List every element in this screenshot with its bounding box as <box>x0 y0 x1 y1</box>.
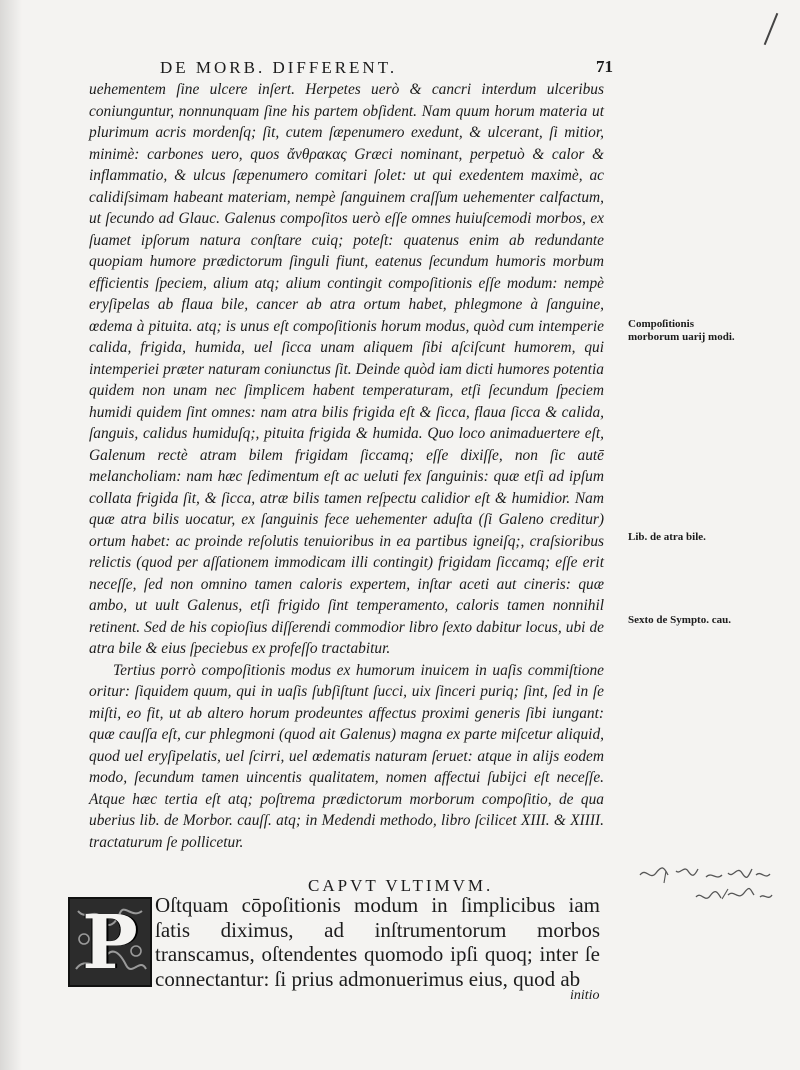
chapter-opening-text: Oſtquam cōpoſitionis modum in ſimplicibus iam ſatis diximus, ad inſtrumentorum morbos transcamus, oſtendentes quomodo ipſi quoq; inter ſe connectantur: ſi prius admonuerimus eius, quod ab <box>155 893 600 991</box>
catchword: initio <box>570 988 600 1003</box>
margin-note: Compoſitionis morborum uarij modi. <box>628 318 735 343</box>
handwritten-annotation <box>636 853 791 913</box>
page-number: 71 <box>596 57 613 76</box>
paragraph: Tertius porrò compoſitionis modus ex humorum inuicem in uaſis commiſtione oritur: ſiquidem quum, qui in uaſis ſubſiſtunt ſucci, uix ſinceri puriq; ſint, ſed in ſe miſti, eo fit, ut ab altero horum prodeuntes affectus proximi generis ſibi iungant: quæ cauſſa eſt, cur phlegmoni (quod ait Galenus) magna ex parte miſcetur aliquid, quod uel eryſipelatis, uel ſcirri, uel œdematis naturam ſeruet: atque in alijs eodem modo, ſecundum tamen uincentis qualitatem, nomen affectui ſubijci eſt neceſſe. Atque hæc tertia eſt atq; poſtrema prædictorum morborum compoſitio, de qua uberius lib. de Morbor. cauſſ. atq; in Medendi methodo, libro ſcilicet XIII. & XIIII. tractaturum ſe pollicetur. <box>89 661 604 851</box>
decorated-initial <box>68 897 152 987</box>
running-title: DE MORB. DIFFERENT. <box>160 58 398 77</box>
margin-note: Sexto de Sympto. cau. <box>628 614 731 626</box>
main-text-block <box>89 79 604 853</box>
chapter-heading: CAPVT VLTIMVM. <box>308 876 494 895</box>
margin-note: Lib. de atra bile. <box>628 531 706 543</box>
page-edge-shadow <box>0 0 22 1070</box>
corner-pen-mark <box>764 13 779 45</box>
paragraph: uehementem ſine ulcere inſert. Herpetes uerò & cancri interdum ulceribus coniunguntur, nonnunquam ſine his partem obſident. Nam quum horum materia ut plurimum acris mordenſq; ſit, cutem ſæpenumero exedunt, & ulcerant, ſi mitior, minimè: carbones uero, quos ἄνθρακας Græci nominant, perpetuò & calor & inflammatio, & ulcus ſæpenumero comitari ſolet: ut qui exedentem maximè, ac calidiſsimam habeant materiam, nempè ſanguinem craſſum uehementer calfactum, ut ſecundo ad Glauc. Galenus compoſitos uerò eſſe omnes huiuſcemodi morbos, ex ſuamet ipſorum natura conſtare cuiq; poteſt: quatenus enim ab redundante quopiam humore prædictorum ſinguli fiunt, eatenus ſecundum humoris morbum efficientis ſpeciem, alium atq; alium contingit compoſitionis eſſe modum: nempè eryſipelas ab flaua bile, cancer ab atra ortum habet, phlegmone à ſanguine, œdema à pituita. atq; is unus eſt compoſitionis horum modus, quòd cum intemperie calida, frigida, humida, uel ſicca unam aliquem ſibi aſciſcunt humorem, qui intemperiei præter naturam coniunctus ſit. Deinde quòd iam dicti humores potentia quidem non unam nec ſimplicem habent temperaturam, etſi ſecundum ſpeciem humidi quidem ſint omnes: nam atra bilis frigida eſt & ſicca, flaua ſicca & calida, ſanguis, calidus humiduſq;, pituita frigida & humida. Quo loco animaduertere eſt, Galenum rectè atram bilem frigidam ſiccamq; eſſe dixiſſe, non ſic autē melancholiam: nam hæc ſedimentum eſt ac ueluti fex ſanguinis: quæ etſi ad ipſum collata frigida ſit, & ſicca, atræ bilis tamen reſpectu calidior eſt & humidior. Nam quæ atra bilis uocatur, ex ſanguinis fece uehementer aduſta (ſi Galeno creditur) ortum habet: ac proinde reſolutis tenuioribus in ea partibus igneiſq;, craſsioribus relictis (quod per aſſationem immodicam illi contingit) frigidam ſiccamq; eſſe erit neceſſe, ſed non omnino tamen caloris expertem, inſtar aceti aut cineris: quæ ambo, ut uult Galenus, etſi frigido ſint temperamento, caloris tamen nonnihil retinent. Sed de his copioſius diſſerendi commodior libro ſexto dabitur locus, ubi de atra bile & eius ſpeciebus ex profeſſo tractabitur. <box>89 81 604 657</box>
drop-cap-letter: P <box>82 900 138 986</box>
